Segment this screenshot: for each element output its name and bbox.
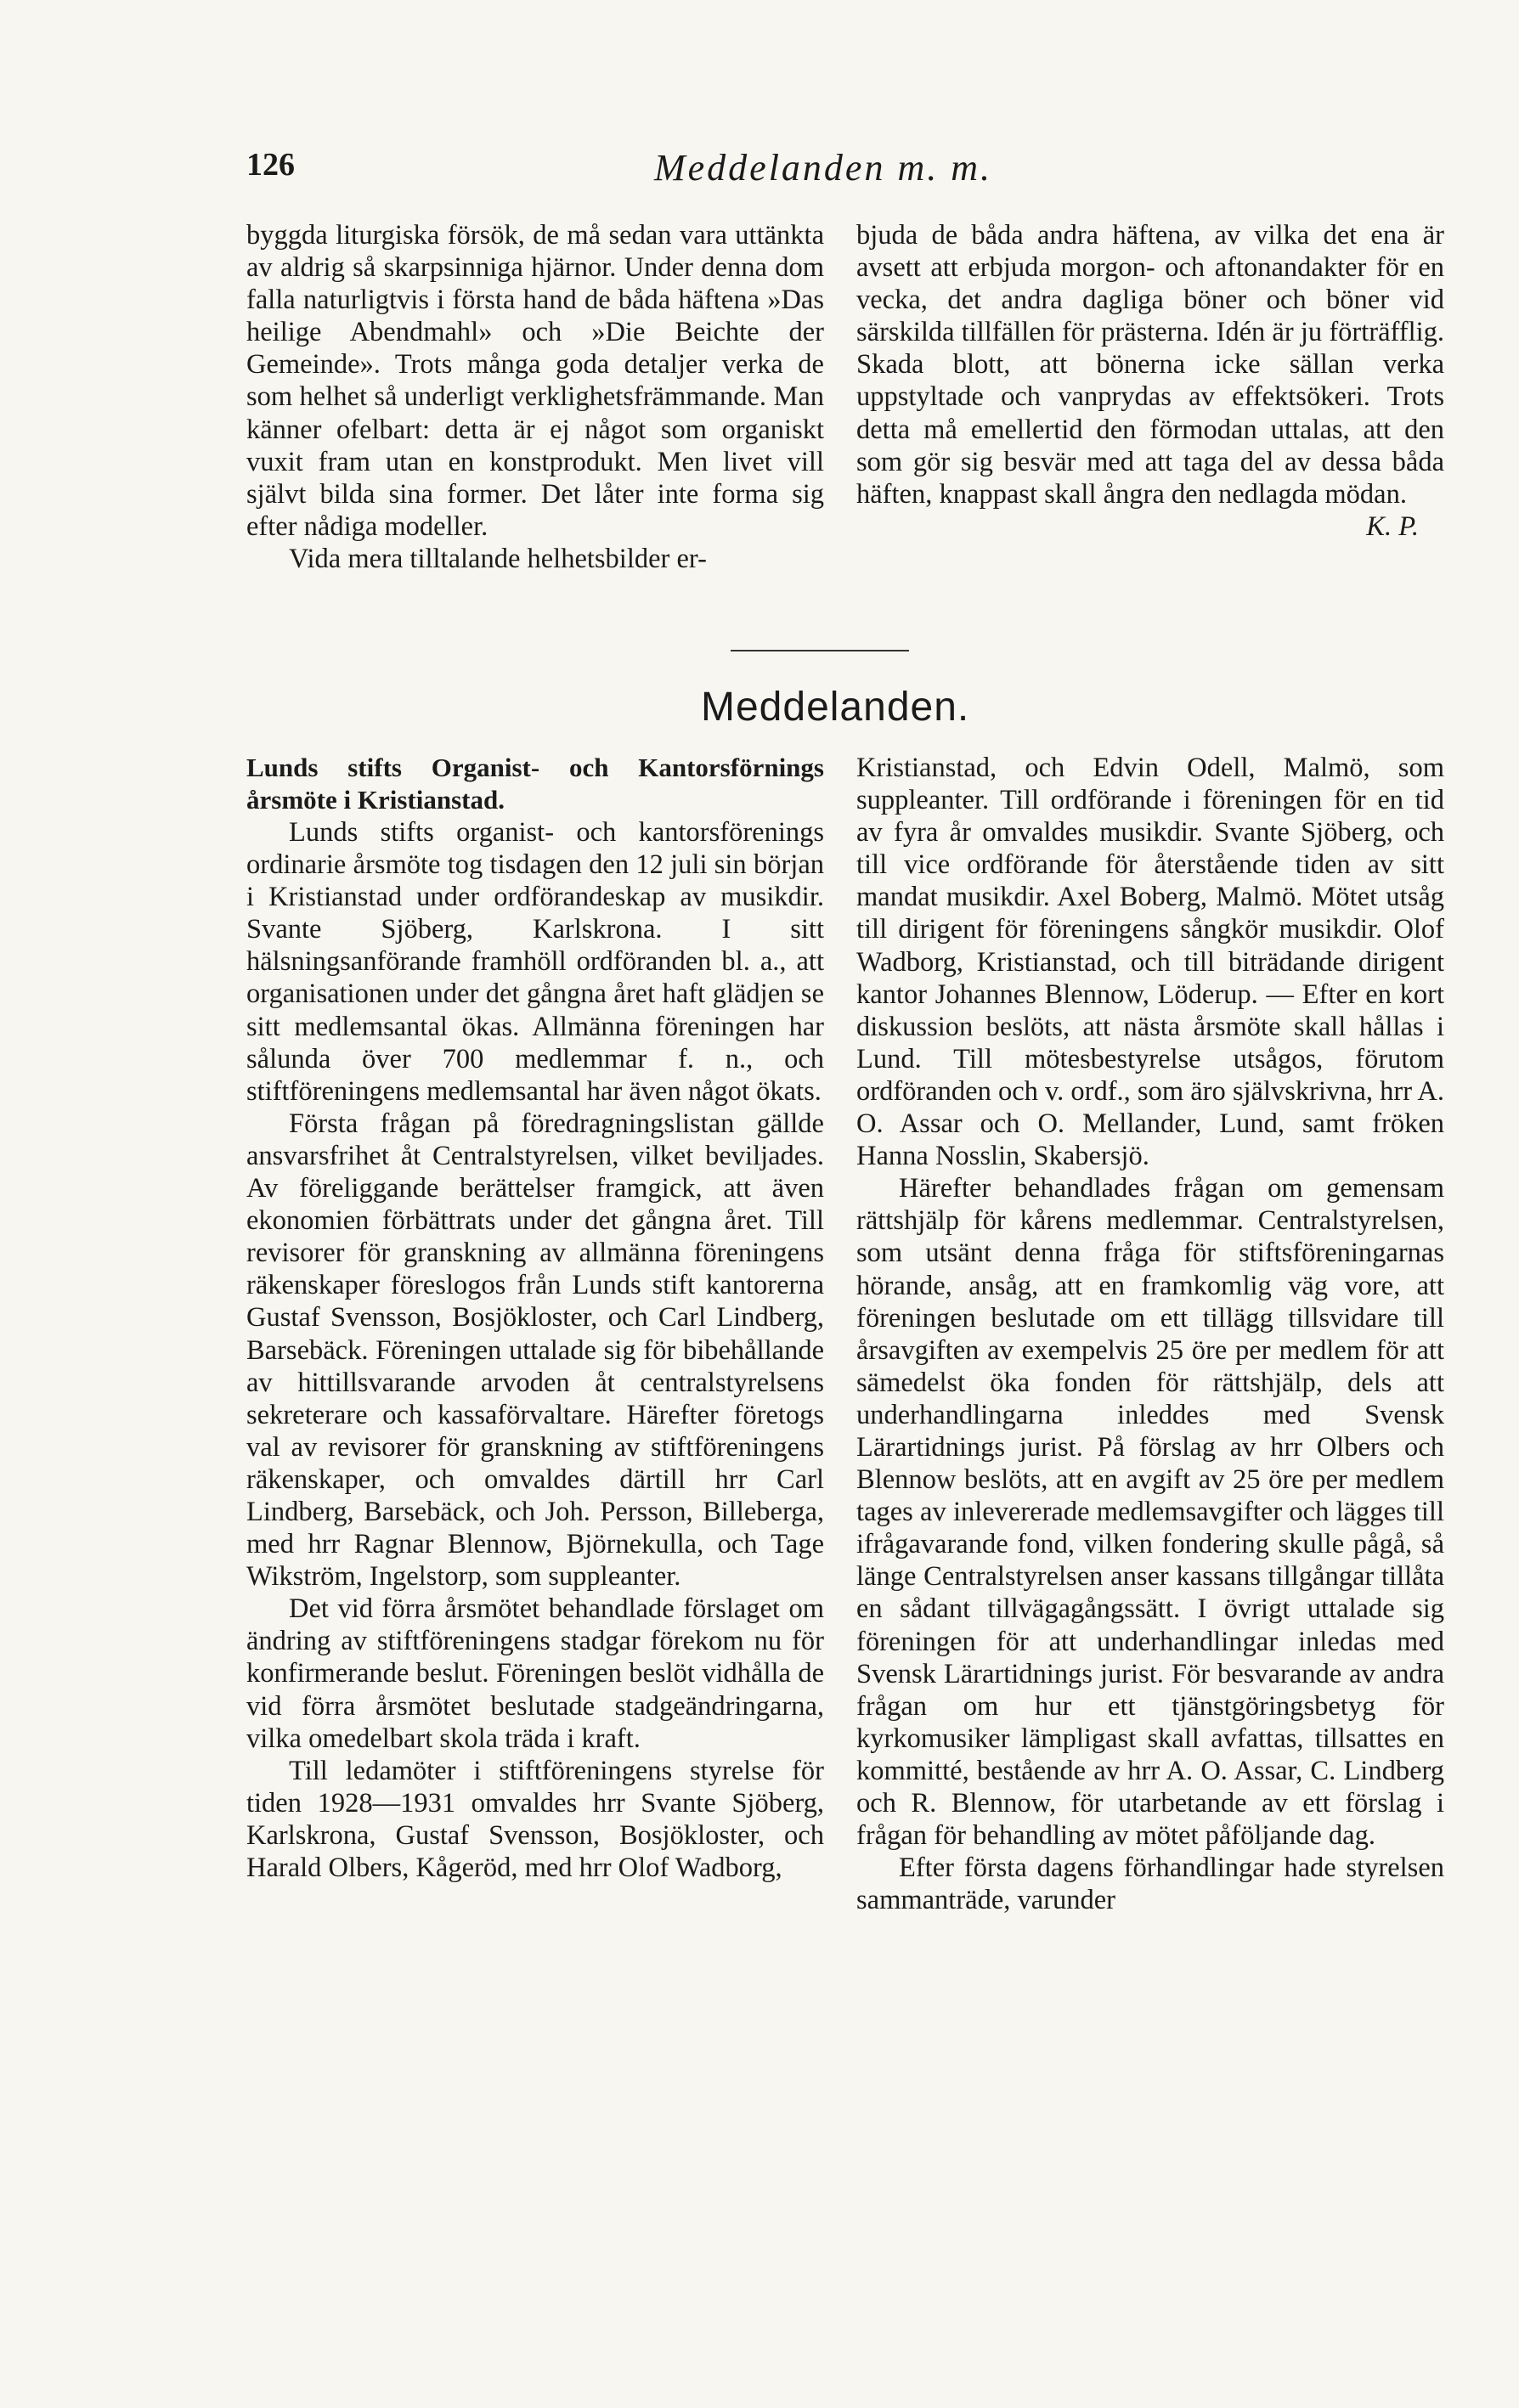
top-right-column [856, 219, 1444, 543]
section-title: Meddelanden. [701, 685, 970, 730]
paragraph: Efter första dagens förhandlingar hade styrelsen sammanträde, varunder [856, 1853, 1444, 1916]
article-left-column [246, 752, 824, 1884]
paragraph: Till ledamöter i stiftföreningens styrelse för tiden 1928—1931 omvaldes hrr Svante Sjöberg, Karlskrona, Gustaf Svensson, Bosjökloster, och Harald Olbers, Kågeröd, med hrr Olof Wadborg, [246, 1755, 824, 1883]
running-title: Meddelanden m. m. [654, 147, 993, 189]
paragraph: bjuda de båda andra häftena, av vilka det ena är avsett att erbjuda morgon- och aftonandakter för en vecka, det andra dagliga böner och böner vid särskilda tillfällen för prästerna. Idén är ju förträfflig. Skada blott, att bönerna icke sällan verka uppstyltade och vanprydas av effektsökeri. Trots detta må emellertid den förmodan uttalas, att den som gör sig besvär med att taga del av dessa båda häften, knappast skall ångra den nedlagda mödan. [856, 220, 1444, 510]
paragraph: Kristianstad, och Edvin Odell, Malmö, som suppleanter. Till ordförande i föreningen för en tid av fyra år omvaldes musikdir. Svante Sjöberg, och till vice ordförande för återstående tiden av sitt mandat musikdir. Axel Boberg, Malmö. Mötet utsåg till dirigent för föreningens sångkör musikdir. Olof Wadborg, Kristianstad, och till biträdande dirigent kantor Johannes Blennow, Löderup. — Efter en kort diskussion beslöts, att nästa årsmöte skall hållas i Lund. Till mötesbestyrelse utsågos, förutom ordföranden och v. ordf., som äro självskrivna, hrr A. O. Assar och O. Mellander, Lund, samt fröken Hanna Nosslin, Skabersjö. [856, 753, 1444, 1172]
paragraph: byggda liturgiska försök, de må sedan vara uttänkta av aldrig så skarpsinniga hjärnor. Under denna dom falla naturligtvis i första hand de båda häftena »Das heilige Abendmahl» och »Die Beichte der Gemeinde». Trots många goda detaljer verka de som helhet så underligt verklighetsfrämmande. Man känner ofelbart: detta är ej något som organiskt vuxit fram utan en konstprodukt. Men livet vill självt bilda sina former. Det låter inte forma sig efter nådiga modeller. [246, 220, 824, 542]
article-title: Lunds stifts Organist- och Kantorsförnings årsmöte i Kristianstad. [246, 753, 824, 815]
paragraph: Det vid förra årsmötet behandlade förslaget om ändring av stiftföreningens stadgar förekom nu för konfirmerande beslut. Föreningen beslöt vidhålla de vid förra årsmötet beslutade stadgeändringarna, vilka omedelbart skola träda i kraft. [246, 1593, 824, 1754]
top-left-column [246, 219, 824, 575]
page-number: 126 [246, 147, 295, 183]
paragraph: Vida mera tilltalande helhetsbilder er- [289, 543, 707, 574]
signature: K. P. [1366, 510, 1419, 542]
section-divider [731, 650, 909, 651]
paragraph: Första frågan på föredragningslistan gällde ansvarsfrihet åt Centralstyrelsen, vilket beviljades. Av föreliggande berättelser framgick, att även ekonomien förbättrats under det gångna året. Till revisorer för granskning av allmänna föreningens räkenskaper föreslogos från Lunds stift kantorerna Gustaf Svensson, Bosjökloster, och Carl Lindberg, Barsebäck. Föreningen uttalade sig för bibehållande av hittillsvarande arvoden åt centralstyrelsens sekreterare och kassaförvaltare. Härefter företogs val av revisorer för granskning av stiftföreningens räkenskaper, och omvaldes därtill hrr Carl Lindberg, Barsebäck, och Joh. Persson, Billeberga, med hrr Ragnar Blennow, Björnekulla, och Tage Wikström, Ingelstorp, som suppleanter. [246, 1108, 824, 1593]
paragraph: Lunds stifts organist- och kantorsförenings ordinarie årsmöte tog tisdagen den 12 juli sin början i Kristianstad under ordförandeskap av musikdir. Svante Sjöberg, Karlskrona. I sitt hälsningsanförande framhöll ordföranden bl. a., att organisationen under det gångna året haft glädjen se sitt medlemsantal ökas. Allmänna föreningen har sålunda över 700 medlemmar f. n., och stiftföreningens medlemsantal har även något ökats. [246, 817, 824, 1107]
article-right-column [856, 752, 1444, 1916]
paragraph: Härefter behandlades frågan om gemensam rättshjälp för kårens medlemmar. Centralstyrelsen, som utsänt denna fråga för stiftsföreningarnas hörande, ansåg, att en framkomlig väg vore, att föreningen beslutade om ett tillägg tillsvidare till årsavgiften av exempelvis 25 öre per medlem för att sämedelst öka fonden för rättshjälp, dels att underhandlingarna inleddes med Svensk Lärartidnings jurist. På förslag av hrr Olbers och Blennow beslöts, att en avgift av 25 öre per medlem tages av inlevererade medlemsavgifter och lägges till ifrågavarande fond, vilken fondering skulle pågå, så länge Centralstyrelsen anser kassans tillgångar tillåta en sådant tillvägagångssätt. I övrigt uttalade sig föreningen för att underhandlingar inledas med Svensk Lärartidnings jurist. För besvarande av andra frågan om hur ett tjänstgöringsbetyg för kyrkomusiker lämpligast skall avfattas, tillsattes en kommitté, bestående av hrr A. O. Assar, C. Lindberg och R. Blennow, för utarbetande av ett förslag i frågan för behandling av mötet påföljande dag. [856, 1173, 1444, 1852]
